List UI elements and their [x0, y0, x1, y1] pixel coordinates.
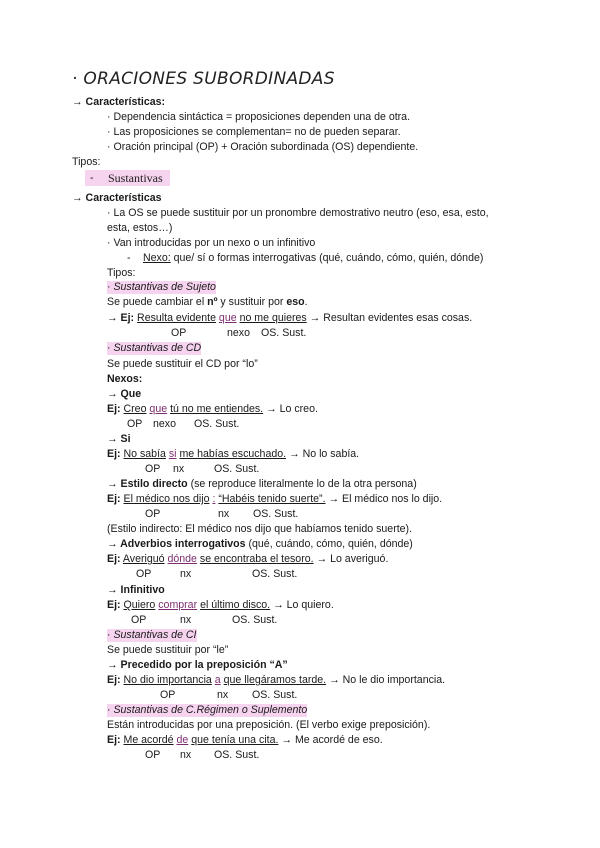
- ej-label: Ej:: [107, 734, 121, 746]
- list-item: · La OS se puede sustituir por un pronombre demostrativo neutro (eso, esa, esto,: [107, 207, 489, 219]
- example-estilo: [107, 493, 442, 506]
- nexo-bullet: -: [127, 252, 131, 264]
- nexos-label: [107, 373, 142, 386]
- sub-heading-prep: [107, 659, 288, 672]
- arrow: →: [316, 553, 328, 565]
- example-nexo: que: [218, 312, 237, 324]
- sub-heading-note: (qué, cuándo, cómo, quién, dónde): [245, 538, 413, 550]
- sub-heading-text: Si: [120, 433, 131, 445]
- example-nexo: a: [214, 674, 221, 686]
- label-os: OS. Sust.: [253, 508, 299, 520]
- label-os: OS. Sust.: [214, 463, 260, 475]
- text-bold: eso: [286, 296, 305, 308]
- sub-heading-si: [107, 433, 131, 446]
- label-op: OP: [127, 418, 143, 430]
- sub-heading-text: Estilo directo: [120, 478, 188, 490]
- estilo-indirecto: (Estilo indirecto: El médico nos dijo que habíamos tenido suerte).: [107, 523, 413, 535]
- arrow: →: [107, 584, 118, 596]
- section-title: Sustantivas: [108, 171, 163, 185]
- nexo-line: [143, 252, 483, 265]
- caracteristicas-heading-2: [72, 192, 162, 205]
- tipos-label-2: Tipos:: [107, 267, 136, 279]
- label-op: OP: [145, 463, 161, 475]
- arrow: →: [107, 433, 118, 445]
- caracteristicas-heading: [72, 96, 165, 109]
- example-op: Averiguó: [122, 553, 165, 565]
- label-nexo: nexo: [153, 418, 176, 430]
- label-os: OS. Sust.: [252, 689, 298, 701]
- arrow: →: [273, 599, 284, 611]
- sub-heading-text: Infinitivo: [120, 584, 165, 596]
- text-bold: nº: [207, 296, 218, 308]
- example-nexo: comprar: [158, 599, 198, 611]
- nexos-text: Nexos:: [107, 373, 143, 385]
- example-os: no me quieres: [239, 312, 307, 324]
- tipos-label: Tipos:: [72, 156, 101, 168]
- example-nexo: de: [176, 734, 189, 746]
- arrow: →: [72, 96, 83, 108]
- example-op: Quiero: [123, 599, 156, 611]
- example-os: me habías escuchado.: [179, 448, 287, 460]
- example-result: Lo creo.: [279, 403, 318, 415]
- example-op: Creo: [123, 403, 147, 415]
- example-adverbios: [107, 553, 388, 566]
- example-result: Lo quiero.: [286, 599, 334, 611]
- sub-heading-que: [107, 388, 141, 401]
- example-nexo: si: [168, 448, 177, 460]
- text: .: [304, 296, 308, 308]
- label-nx: nx: [173, 463, 185, 475]
- example-nexo: dónde: [167, 553, 197, 565]
- arrow: →: [107, 478, 118, 490]
- example-op: Me acordé: [123, 734, 174, 746]
- label-os: OS. Sust.: [194, 418, 240, 430]
- example-os: que llegáramos tarde.: [223, 674, 327, 686]
- arrow: →: [329, 674, 340, 686]
- label-op: OP: [171, 327, 187, 339]
- list-item: · Van introducidas por un nexo o un infinitivo: [107, 237, 316, 249]
- arrow: →: [266, 403, 277, 415]
- heading-text: Características: [85, 192, 162, 204]
- arrow: →: [107, 388, 118, 400]
- heading-text: Características:: [85, 96, 166, 108]
- arrow: →: [328, 493, 340, 505]
- example-sujeto: [107, 312, 472, 325]
- arrow: →: [289, 448, 300, 460]
- label-op: OP: [131, 614, 147, 626]
- example-result: Me acordé de eso.: [294, 734, 383, 746]
- ci-desc: Se puede sustituir por “le”: [107, 644, 229, 656]
- ej-label: Ej:: [107, 448, 121, 460]
- label-op: OP: [145, 749, 161, 761]
- example-cr: [107, 734, 383, 747]
- example-result: Lo averiguó.: [330, 553, 389, 565]
- example-que: [107, 403, 318, 416]
- label-os: OS. Sust.: [261, 327, 307, 339]
- label-op: OP: [136, 568, 152, 580]
- ej-label: Ej:: [107, 403, 121, 415]
- example-os: el último disco.: [200, 599, 271, 611]
- arrow: →: [309, 312, 321, 324]
- cd-desc: Se puede sustituir el CD por “lo”: [107, 358, 258, 370]
- sub-heading-estilo: [107, 478, 417, 491]
- example-result: El médico nos lo dijo.: [342, 493, 443, 505]
- ej-label: Ej:: [107, 599, 121, 611]
- nexo-label: Nexo:: [143, 252, 171, 264]
- label-nx: nx: [180, 614, 192, 626]
- label-os: OS. Sust.: [252, 568, 298, 580]
- arrow: →: [107, 538, 118, 550]
- page-title: · ORACIONES SUBORDINADAS: [72, 69, 335, 89]
- example-os: se encontraba el tesoro.: [199, 553, 314, 565]
- sub-heading-text: Adverbios interrogativos: [120, 538, 246, 550]
- example-op: No dio importancia: [123, 674, 212, 686]
- section-bullet: -: [90, 172, 94, 184]
- list-item: · Dependencia sintáctica = proposiciones dependen una de otra.: [107, 111, 411, 123]
- arrow: →: [281, 734, 292, 746]
- example-os: tú no me entiendes.: [170, 403, 264, 415]
- sujeto-desc: [107, 296, 308, 309]
- label-nx: nx: [217, 689, 229, 701]
- example-os: que tenía una cita.: [191, 734, 279, 746]
- example-result: No le dio importancia.: [342, 674, 446, 686]
- example-os: “Habéis tenido suerte”.: [218, 493, 326, 505]
- label-nx: nx: [180, 568, 192, 580]
- label-nexo: nexo: [227, 327, 250, 339]
- cr-heading: · Sustantivas de C.Régimen o Suplemento: [107, 704, 308, 716]
- nexo-text: que/ sí o formas interrogativas (qué, cuándo, cómo, quién, dónde): [170, 252, 484, 264]
- label-nx: nx: [180, 749, 192, 761]
- example-result: No lo sabía.: [302, 448, 360, 460]
- sujeto-heading: · Sustantivas de Sujeto: [107, 281, 216, 293]
- arrow: →: [72, 192, 83, 204]
- ej-label: Ej:: [107, 553, 121, 565]
- label-os: OS. Sust.: [214, 749, 260, 761]
- sub-heading-adverbios: [107, 538, 413, 551]
- list-item: · Oración principal (OP) + Oración subordinada (OS) dependiente.: [107, 141, 419, 153]
- example-nexo: :: [212, 493, 216, 505]
- label-nx: nx: [218, 508, 230, 520]
- example-op: Resulta evidente: [137, 312, 216, 324]
- ej-label: Ej:: [107, 674, 121, 686]
- sub-heading-infinitivo: [107, 584, 165, 597]
- example-result: Resultan evidentes esas cosas.: [323, 312, 473, 324]
- arrow: →: [107, 659, 118, 671]
- example-si: [107, 448, 359, 461]
- cr-desc: Están introducidas por una preposición. (El verbo exige preposición).: [107, 719, 431, 731]
- example-infinitivo: [107, 599, 334, 612]
- sub-heading-text: Precedido por la preposición “A”: [120, 659, 288, 671]
- ci-heading: · Sustantivas de CI: [107, 629, 197, 641]
- cd-heading: · Sustantivas de CD: [107, 342, 202, 354]
- label-op: OP: [160, 689, 176, 701]
- example-op: El médico nos dijo: [123, 493, 210, 505]
- ej-label: Ej:: [107, 493, 121, 505]
- sub-heading-text: Que: [120, 388, 142, 400]
- ej-label: Ej:: [120, 312, 135, 324]
- example-ci: [107, 674, 445, 687]
- example-nexo: que: [149, 403, 168, 415]
- example-op: No sabía: [123, 448, 166, 460]
- list-item: · Las proposiciones se complementan= no de pueden separar.: [107, 126, 401, 138]
- text: Se puede cambiar el: [107, 296, 208, 308]
- list-item-cont: esta, estos…): [107, 222, 173, 234]
- text: y sustituir por: [217, 296, 287, 308]
- arrow: →: [107, 312, 118, 324]
- label-os: OS. Sust.: [232, 614, 278, 626]
- sub-heading-note: (se reproduce literalmente lo de la otra persona): [187, 478, 417, 490]
- label-op: OP: [145, 508, 161, 520]
